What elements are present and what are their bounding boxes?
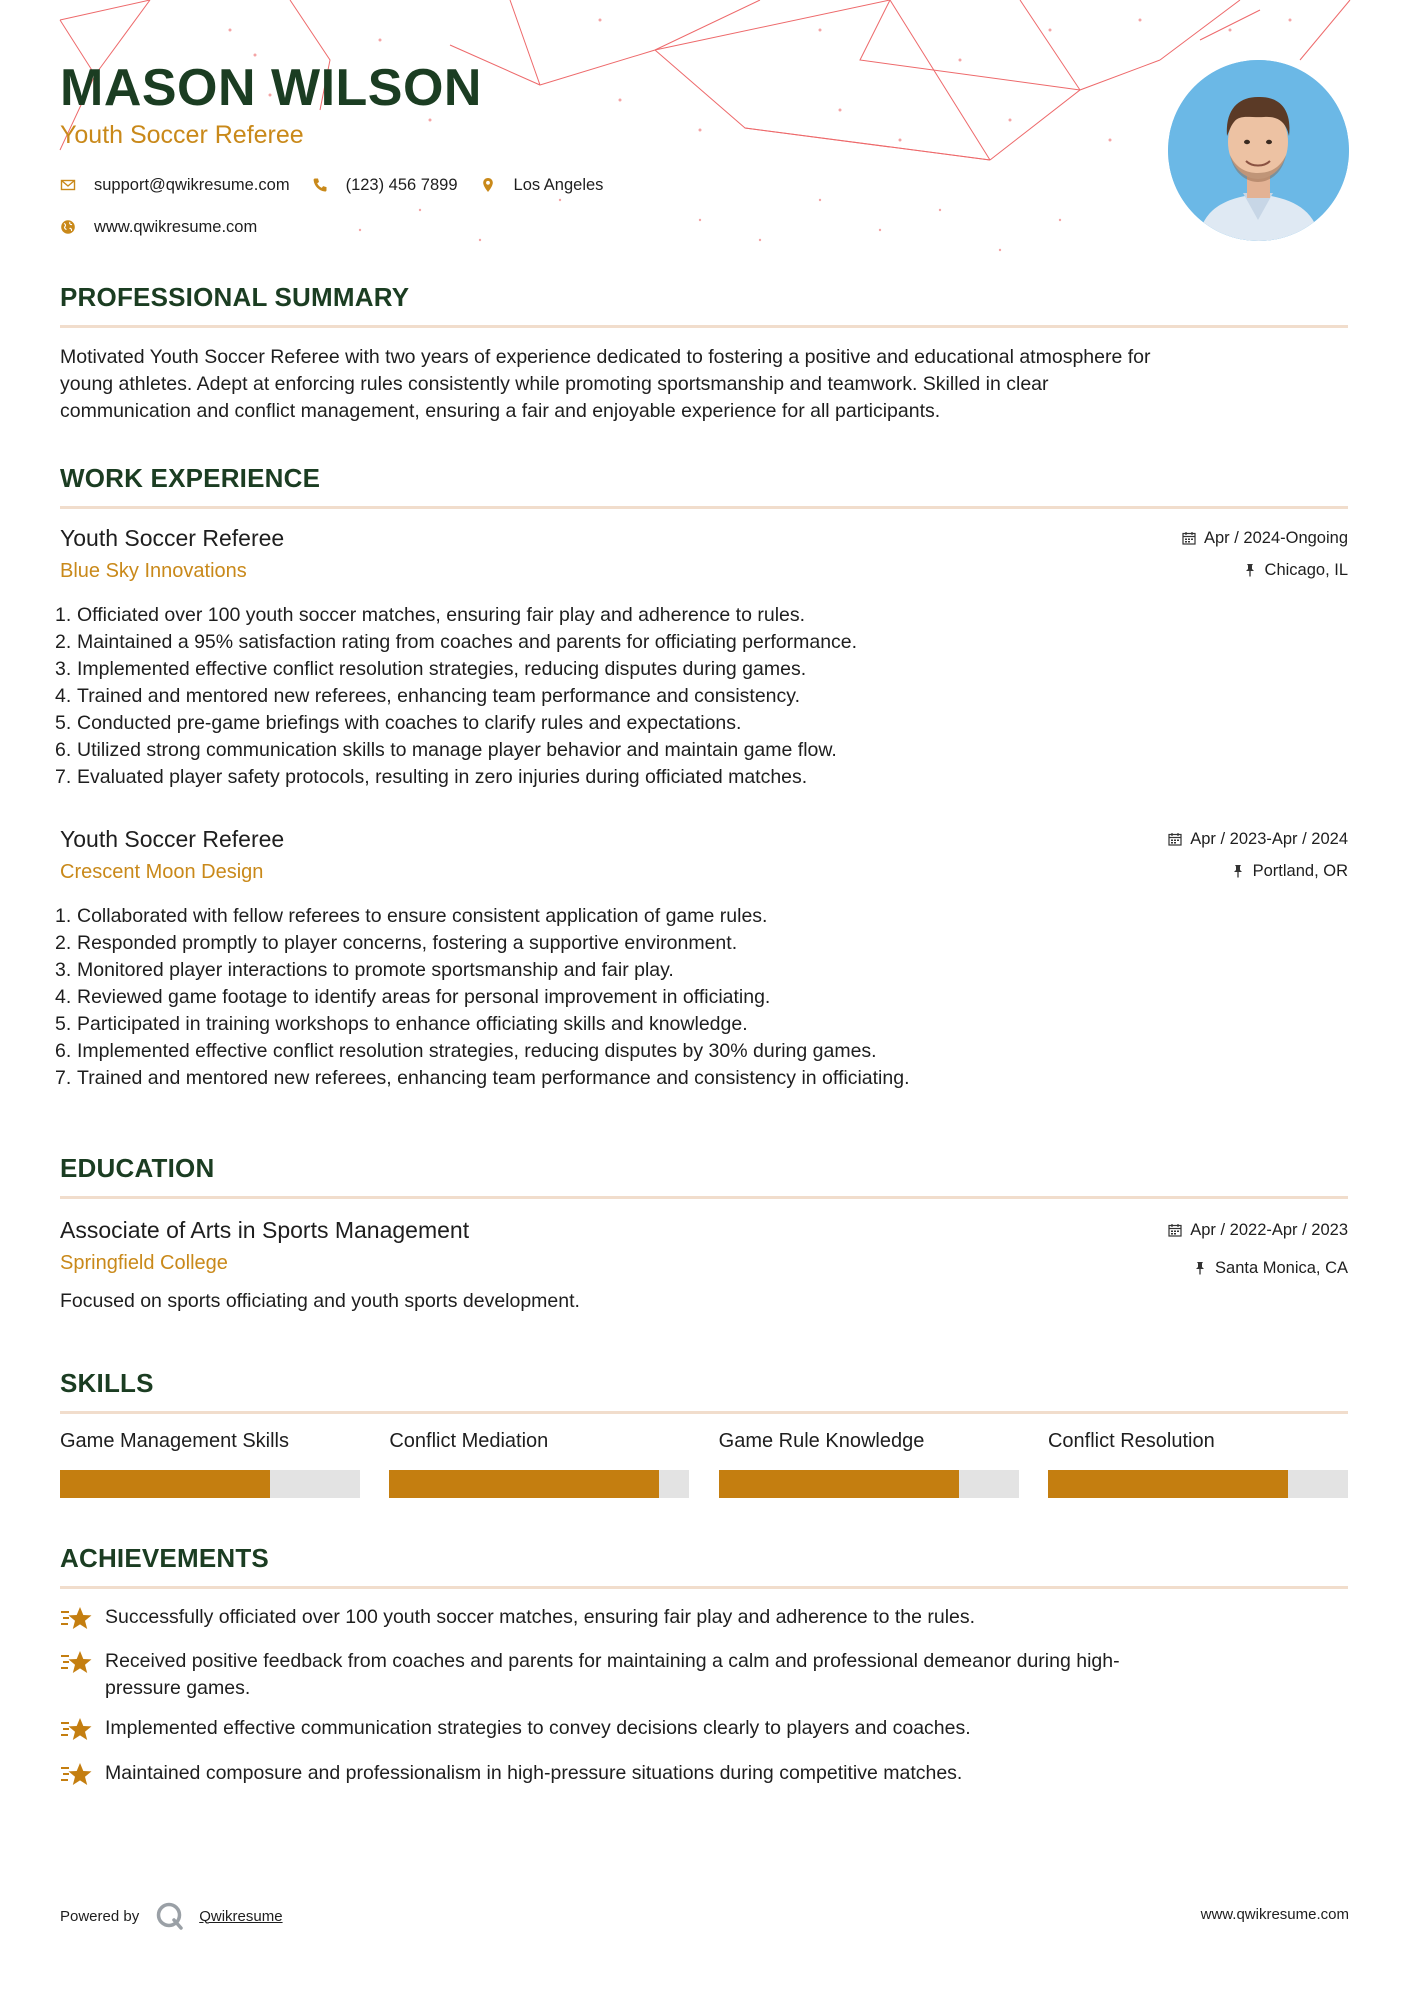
pushpin-icon (1193, 1261, 1207, 1275)
phone-icon (312, 177, 328, 193)
skill-bar-fill (719, 1470, 959, 1498)
qwikresume-link[interactable]: Qwikresume (199, 1907, 283, 1925)
calendar-icon (1182, 531, 1196, 545)
qwikresume-logo-icon (155, 1901, 185, 1931)
list-item: 5. Participated in training workshops to enhance officiating skills and knowledge. (55, 1013, 748, 1035)
education-section (60, 1153, 1348, 1199)
skill-bar-track (389, 1470, 689, 1498)
summary-section (60, 282, 1348, 328)
education-location: Santa Monica, CA (1215, 1258, 1348, 1277)
list-item: 7. Trained and mentored new referees, enhancing team performance and consistency in officiating. (55, 1067, 910, 1089)
skills-list (60, 1430, 1348, 1498)
summary-text (60, 344, 1350, 425)
star-badge-icon (60, 1760, 92, 1790)
calendar-icon (1168, 1223, 1182, 1237)
job-title: Youth Soccer Referee (60, 525, 285, 551)
calendar-icon (1168, 832, 1182, 846)
summary-line: young athletes. Adept at enforcing rules consistently while promoting sportsmanship and teamwork. Skilled in clear (60, 373, 1049, 395)
star-badge-icon (60, 1715, 92, 1745)
candidate-name: MASON WILSON (60, 59, 482, 117)
candidate-role: Youth Soccer Referee (60, 121, 304, 149)
skill-label: Conflict Resolution (1047, 1430, 1215, 1452)
summary-line: communication and conflict management, ensuring a fair and enjoyable experience for all participants. (60, 400, 941, 422)
list-item: 1. Officiated over 100 youth soccer matches, ensuring fair play and adherence to rules. (55, 604, 806, 626)
job-company: Blue Sky Innovations (60, 560, 247, 582)
list-item: 6. Implemented effective conflict resolution strategies, reducing disputes by 30% during games. (55, 1040, 877, 1062)
education-dates: Apr / 2022-Apr / 2023 (1190, 1220, 1348, 1239)
skill-bar-fill (1048, 1470, 1288, 1498)
list-item: 1. Collaborated with fellow referees to ensure consistent application of game rules. (55, 905, 768, 927)
skill-item (389, 1430, 689, 1498)
email-text[interactable]: support@qwikresume.com (94, 175, 290, 194)
skill-label: Game Rule Knowledge (718, 1430, 925, 1452)
experience-section (60, 463, 1348, 509)
profile-photo (1168, 60, 1349, 241)
section-divider (60, 325, 1348, 328)
education-meta (1168, 1219, 1348, 1279)
job-location: Portland, OR (1252, 861, 1348, 880)
job-title: Youth Soccer Referee (60, 826, 285, 852)
skill-label: Game Management Skills (60, 1430, 289, 1452)
education-description: Focused on sports officiating and youth sports development. (60, 1290, 580, 1312)
footer-powered-by (60, 1901, 283, 1931)
skill-bar-track (60, 1470, 360, 1498)
skill-bar-track (719, 1470, 1019, 1498)
skill-bar-track (1048, 1470, 1348, 1498)
summary-line: Motivated Youth Soccer Referee with two years of experience dedicated to fostering a positive and educational atmosphere for (60, 346, 1151, 368)
summary-heading: PROFESSIONAL SUMMARY (60, 282, 410, 312)
pushpin-icon (1243, 563, 1257, 577)
achievements-list (60, 1604, 1348, 1804)
job-meta (1182, 527, 1348, 581)
job-dates: Apr / 2023-Apr / 2024 (1190, 829, 1348, 848)
map-pin-icon (480, 177, 496, 193)
envelope-icon (60, 177, 76, 193)
list-item: 3. Monitored player interactions to promote sportsmanship and fair play. (55, 959, 674, 981)
contact-info (60, 172, 820, 240)
website-text[interactable]: www.qwikresume.com (94, 217, 258, 236)
list-item: 5. Conducted pre-game briefings with coaches to clarify rules and expectations. (55, 712, 742, 734)
powered-by-text: Powered by (60, 1907, 140, 1925)
job-meta (1168, 828, 1348, 882)
list-item: 4. Trained and mentored new referees, enhancing team performance and consistency. (55, 685, 800, 707)
phone-text[interactable]: (123) 456 7899 (345, 175, 458, 194)
skill-item (1048, 1430, 1348, 1498)
skill-label: Conflict Mediation (389, 1430, 549, 1452)
list-item: 2. Maintained a 95% satisfaction rating from coaches and parents for officiating performance. (55, 631, 858, 653)
achievement-item: Maintained composure and professionalism in high-pressure situations during competitive matches. (60, 1760, 1348, 1804)
skills-heading: SKILLS (60, 1368, 154, 1398)
achievement-item: Received positive feedback from coaches and parents for maintaining a calm and professional demeanor during high- pressure games. (60, 1648, 1348, 1715)
achievement-item: Implemented effective communication strategies to convey decisions clearly to players and coaches. (60, 1715, 1348, 1760)
job-bullets (55, 602, 1305, 791)
education-entry (60, 1217, 1348, 1275)
section-divider (60, 1196, 1348, 1199)
skill-bar-fill (389, 1470, 659, 1498)
globe-icon (60, 219, 76, 235)
achievements-heading: ACHIEVEMENTS (60, 1543, 269, 1573)
education-heading: EDUCATION (60, 1153, 215, 1183)
list-item: 7. Evaluated player safety protocols, resulting in zero injuries during officiated matches. (55, 766, 808, 788)
job-entry (60, 826, 1348, 884)
star-badge-icon (60, 1648, 92, 1678)
job-company: Crescent Moon Design (60, 861, 264, 883)
star-badge-icon (60, 1604, 92, 1634)
location-item (480, 176, 604, 195)
list-item: 3. Implemented effective conflict resolution strategies, reducing disputes during games. (55, 658, 807, 680)
list-item: 4. Reviewed game footage to identify areas for personal improvement in officiating. (55, 986, 771, 1008)
website-item[interactable] (60, 218, 257, 237)
achievements-section (60, 1543, 1348, 1589)
job-location: Chicago, IL (1264, 560, 1348, 579)
list-item: 2. Responded promptly to player concerns, fostering a supportive environment. (55, 932, 738, 954)
skills-section (60, 1368, 1348, 1414)
pushpin-icon (1231, 864, 1245, 878)
phone-item[interactable] (312, 176, 458, 195)
experience-heading: WORK EXPERIENCE (60, 463, 321, 493)
footer-url[interactable]: www.qwikresume.com (1200, 1906, 1349, 1923)
school-name: Springfield College (60, 1252, 228, 1274)
degree-title: Associate of Arts in Sports Management (60, 1217, 470, 1243)
list-item: 6. Utilized strong communication skills to manage player behavior and maintain game flow. (55, 739, 837, 761)
skill-item (719, 1430, 1019, 1498)
job-entry (60, 525, 1348, 583)
email-item[interactable] (60, 176, 290, 195)
section-divider (60, 1586, 1348, 1589)
skill-bar-fill (60, 1470, 270, 1498)
section-divider (60, 506, 1348, 509)
section-divider (60, 1411, 1348, 1414)
skill-item (60, 1430, 360, 1498)
job-bullets (55, 903, 1305, 1092)
location-text: Los Angeles (513, 175, 604, 194)
achievement-item: Successfully officiated over 100 youth soccer matches, ensuring fair play and adherence to the rules. (60, 1604, 1348, 1648)
job-dates: Apr / 2024-Ongoing (1203, 528, 1348, 547)
